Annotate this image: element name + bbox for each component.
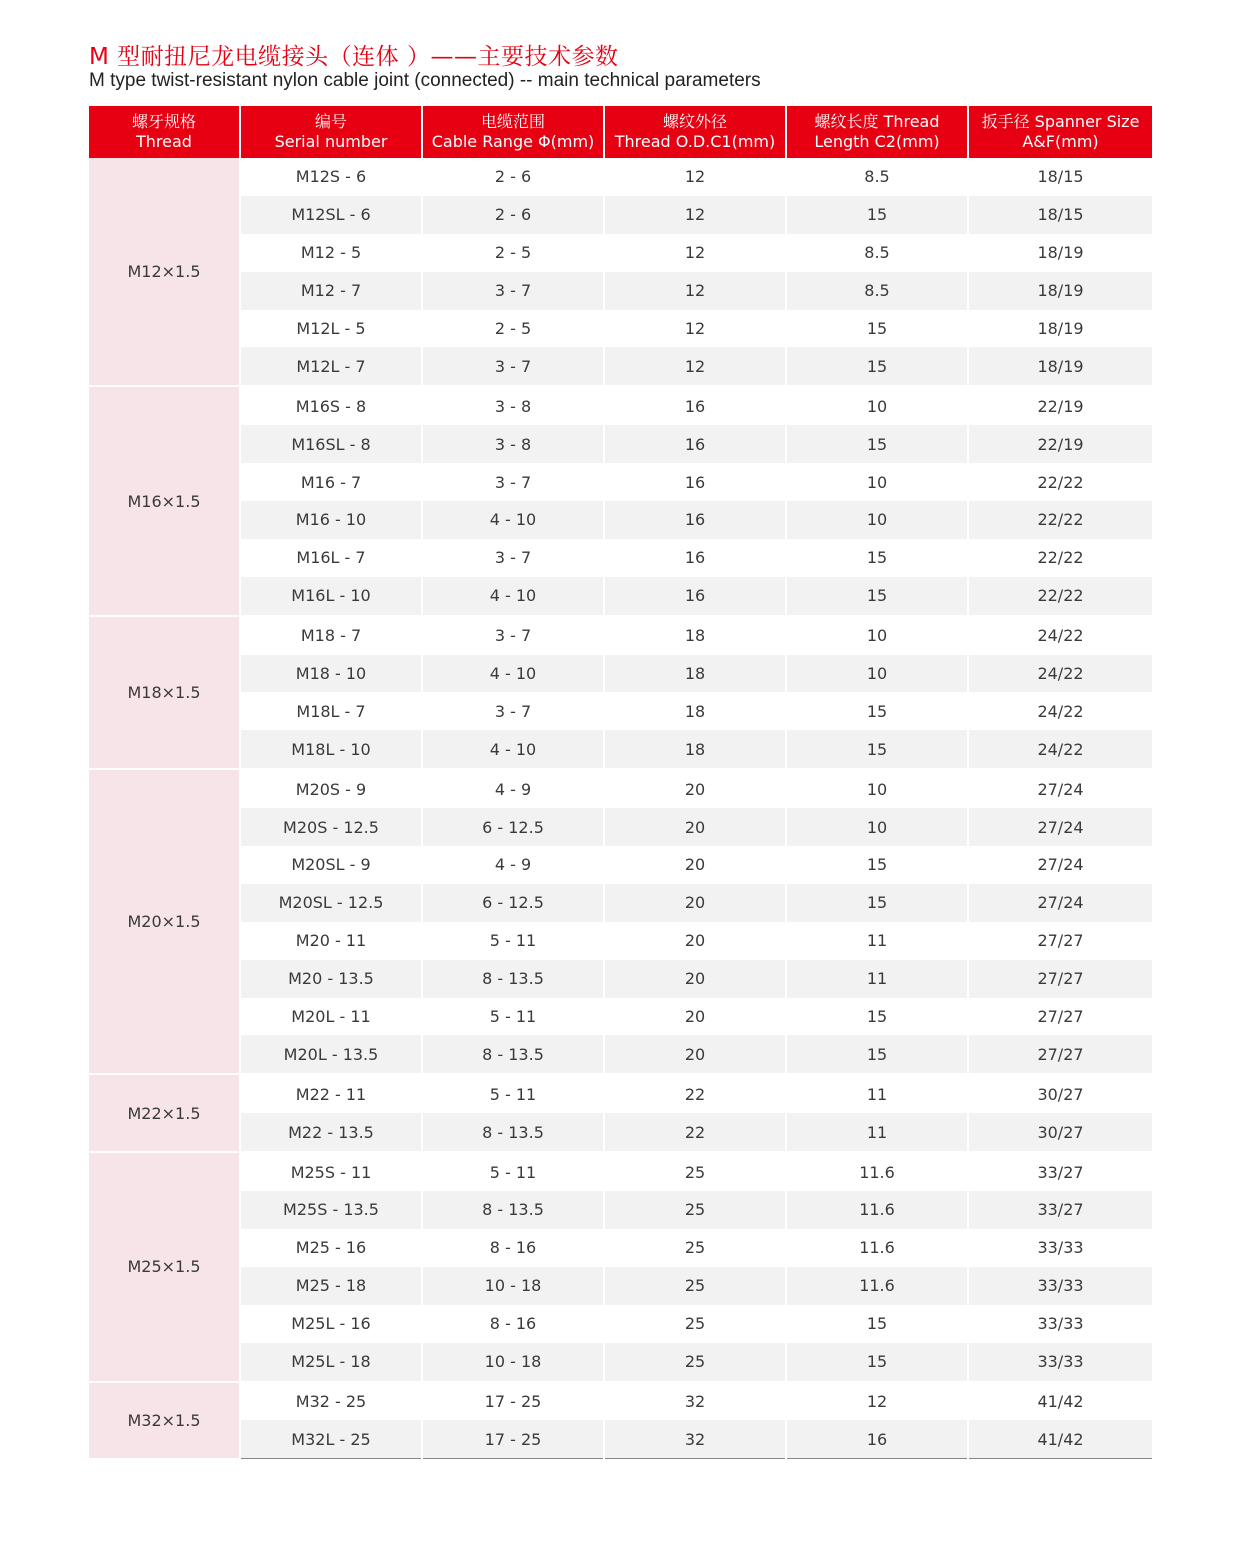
serial-number-cell: M16S - 8 — [240, 386, 422, 425]
spanner-size-cell: 27/24 — [968, 884, 1152, 922]
table-row — [89, 655, 1152, 693]
header-label-en: Thread — [136, 132, 192, 151]
spanner-size-cell: 24/22 — [968, 692, 1152, 730]
serial-number-cell: M25 - 16 — [240, 1229, 422, 1267]
cable-range-cell: 3 - 8 — [422, 386, 604, 425]
cable-range-cell: 4 - 10 — [422, 501, 604, 539]
thread-od-cell: 16 — [604, 577, 786, 616]
cable-range-cell: 8 - 13.5 — [422, 1113, 604, 1152]
cable-range-cell: 8 - 16 — [422, 1229, 604, 1267]
cable-range-cell: 4 - 10 — [422, 655, 604, 693]
thread-od-cell: 20 — [604, 998, 786, 1036]
table-row — [89, 1074, 1152, 1113]
thread-length-cell: 10 — [786, 769, 968, 808]
table-row — [89, 539, 1152, 577]
thread-od-cell: 18 — [604, 655, 786, 693]
thread-length-cell: 15 — [786, 998, 968, 1036]
table-row — [89, 1229, 1152, 1267]
serial-number-cell: M18L - 7 — [240, 692, 422, 730]
thread-length-cell: 10 — [786, 808, 968, 846]
table-row — [89, 1035, 1152, 1074]
serial-number-cell: M32 - 25 — [240, 1382, 422, 1421]
thread-od-cell: 25 — [604, 1191, 786, 1229]
serial-number-cell: M20SL - 12.5 — [240, 884, 422, 922]
spanner-size-cell: 22/22 — [968, 463, 1152, 501]
spanner-size-cell: 30/27 — [968, 1113, 1152, 1152]
serial-number-cell: M12L - 7 — [240, 347, 422, 386]
header-label-cn: 螺纹长度 Thread — [814, 112, 940, 131]
serial-number-cell: M25S - 13.5 — [240, 1191, 422, 1229]
table-row — [89, 846, 1152, 884]
table-row — [89, 272, 1152, 310]
thread-od-cell: 12 — [604, 272, 786, 310]
serial-number-cell: M25L - 18 — [240, 1343, 422, 1382]
table-row — [89, 1420, 1152, 1458]
header-thread — [89, 106, 240, 158]
thread-od-cell: 20 — [604, 1035, 786, 1074]
spec-table — [89, 106, 1152, 1460]
spanner-size-cell: 27/24 — [968, 846, 1152, 884]
page-title-cn: M 型耐扭尼龙电缆接头（连体 ）——主要技术参数 — [89, 44, 619, 70]
thread-length-cell: 15 — [786, 347, 968, 386]
thread-od-cell: 25 — [604, 1305, 786, 1343]
spanner-size-cell: 41/42 — [968, 1420, 1152, 1458]
thread-length-cell: 11 — [786, 1113, 968, 1152]
spanner-size-cell: 33/33 — [968, 1267, 1152, 1305]
header-spanner-size — [968, 106, 1152, 158]
serial-number-cell: M20SL - 9 — [240, 846, 422, 884]
thread-length-cell: 10 — [786, 386, 968, 425]
table-row — [89, 463, 1152, 501]
table-row — [89, 1343, 1152, 1382]
thread-length-cell: 11.6 — [786, 1229, 968, 1267]
table-body — [89, 158, 1152, 1459]
cable-range-cell: 4 - 10 — [422, 730, 604, 769]
table-row — [89, 922, 1152, 960]
thread-length-cell: 15 — [786, 846, 968, 884]
serial-number-cell: M18L - 10 — [240, 730, 422, 769]
thread-length-cell: 15 — [786, 1343, 968, 1382]
header-label-cn: 电缆范围 — [480, 112, 545, 131]
cable-range-cell: 10 - 18 — [422, 1343, 604, 1382]
thread-length-cell: 15 — [786, 577, 968, 616]
cable-range-cell: 3 - 7 — [422, 692, 604, 730]
thread-od-cell: 20 — [604, 884, 786, 922]
cable-range-cell: 8 - 13.5 — [422, 1191, 604, 1229]
thread-length-cell: 11 — [786, 922, 968, 960]
thread-od-cell: 18 — [604, 730, 786, 769]
thread-length-cell: 11.6 — [786, 1152, 968, 1191]
thread-od-cell: 18 — [604, 616, 786, 655]
table-row — [89, 692, 1152, 730]
spanner-size-cell: 22/19 — [968, 425, 1152, 463]
thread-length-cell: 16 — [786, 1420, 968, 1458]
cable-range-cell: 4 - 9 — [422, 846, 604, 884]
thread-spec-cell: M20×1.5 — [89, 769, 240, 1074]
header-label-en: Thread O.D.C1(mm) — [614, 132, 776, 151]
spanner-size-cell: 24/22 — [968, 730, 1152, 769]
table-row — [89, 730, 1152, 769]
header-label-cn: 编号 — [314, 112, 347, 131]
header-label-cn: 螺牙规格 — [131, 112, 196, 131]
spanner-size-cell: 27/24 — [968, 769, 1152, 808]
spanner-size-cell: 24/22 — [968, 655, 1152, 693]
thread-od-cell: 20 — [604, 922, 786, 960]
spanner-size-cell: 18/19 — [968, 272, 1152, 310]
thread-od-cell: 12 — [604, 347, 786, 386]
table-row — [89, 577, 1152, 616]
table-row — [89, 425, 1152, 463]
table-row — [89, 616, 1152, 655]
cable-range-cell: 17 - 25 — [422, 1420, 604, 1458]
spanner-size-cell: 27/24 — [968, 808, 1152, 846]
cable-range-cell: 3 - 7 — [422, 463, 604, 501]
serial-number-cell: M20S - 12.5 — [240, 808, 422, 846]
table-row — [89, 808, 1152, 846]
thread-length-cell: 10 — [786, 501, 968, 539]
thread-length-cell: 15 — [786, 310, 968, 348]
thread-od-cell: 12 — [604, 196, 786, 234]
table-row — [89, 386, 1152, 425]
serial-number-cell: M20L - 13.5 — [240, 1035, 422, 1074]
thread-length-cell: 11.6 — [786, 1267, 968, 1305]
thread-spec-cell: M16×1.5 — [89, 386, 240, 615]
thread-length-cell: 15 — [786, 884, 968, 922]
serial-number-cell: M12 - 5 — [240, 234, 422, 272]
table-row — [89, 884, 1152, 922]
header-label-en: A&F(mm) — [1022, 132, 1099, 151]
thread-spec-cell: M22×1.5 — [89, 1074, 240, 1152]
spanner-size-cell: 41/42 — [968, 1382, 1152, 1421]
serial-number-cell: M12SL - 6 — [240, 196, 422, 234]
cable-range-cell: 3 - 7 — [422, 539, 604, 577]
serial-number-cell: M25L - 16 — [240, 1305, 422, 1343]
cable-range-cell: 6 - 12.5 — [422, 808, 604, 846]
spanner-size-cell: 27/27 — [968, 998, 1152, 1036]
spanner-size-cell: 24/22 — [968, 616, 1152, 655]
serial-number-cell: M22 - 13.5 — [240, 1113, 422, 1152]
thread-length-cell: 8.5 — [786, 234, 968, 272]
header-thread-od — [604, 106, 786, 158]
thread-od-cell: 16 — [604, 386, 786, 425]
thread-od-cell: 32 — [604, 1420, 786, 1458]
thread-length-cell: 12 — [786, 1382, 968, 1421]
thread-spec-cell: M25×1.5 — [89, 1152, 240, 1381]
thread-od-cell: 20 — [604, 808, 786, 846]
spanner-size-cell: 22/22 — [968, 539, 1152, 577]
thread-length-cell: 10 — [786, 463, 968, 501]
header-label-en: Length C2(mm) — [814, 132, 940, 151]
header-serial-number — [240, 106, 422, 158]
thread-od-cell: 12 — [604, 310, 786, 348]
serial-number-cell: M16SL - 8 — [240, 425, 422, 463]
thread-od-cell: 16 — [604, 539, 786, 577]
table-row — [89, 310, 1152, 348]
serial-number-cell: M20 - 11 — [240, 922, 422, 960]
spanner-size-cell: 18/19 — [968, 234, 1152, 272]
spanner-size-cell: 33/33 — [968, 1305, 1152, 1343]
spanner-size-cell: 18/15 — [968, 158, 1152, 196]
serial-number-cell: M18 - 10 — [240, 655, 422, 693]
thread-spec-cell: M18×1.5 — [89, 616, 240, 770]
serial-number-cell: M16L - 7 — [240, 539, 422, 577]
table-row — [89, 347, 1152, 386]
table-row — [89, 1152, 1152, 1191]
header-thread-length — [786, 106, 968, 158]
thread-od-cell: 20 — [604, 769, 786, 808]
serial-number-cell: M20L - 11 — [240, 998, 422, 1036]
header-label-cn: 螺纹外径 — [662, 112, 727, 131]
cable-range-cell: 5 - 11 — [422, 1074, 604, 1113]
serial-number-cell: M25 - 18 — [240, 1267, 422, 1305]
spanner-size-cell: 33/33 — [968, 1229, 1152, 1267]
thread-od-cell: 18 — [604, 692, 786, 730]
thread-od-cell: 25 — [604, 1267, 786, 1305]
header-cable-range — [422, 106, 604, 158]
thread-length-cell: 11 — [786, 1074, 968, 1113]
cable-range-cell: 5 - 11 — [422, 922, 604, 960]
serial-number-cell: M18 - 7 — [240, 616, 422, 655]
table-row — [89, 501, 1152, 539]
cable-range-cell: 8 - 13.5 — [422, 960, 604, 998]
thread-length-cell: 15 — [786, 539, 968, 577]
thread-od-cell: 25 — [604, 1152, 786, 1191]
cable-range-cell: 2 - 6 — [422, 158, 604, 196]
cable-range-cell: 5 - 11 — [422, 998, 604, 1036]
cable-range-cell: 2 - 5 — [422, 310, 604, 348]
header-row — [89, 106, 1152, 158]
spanner-size-cell: 22/19 — [968, 386, 1152, 425]
table-row — [89, 998, 1152, 1036]
cable-range-cell: 2 - 6 — [422, 196, 604, 234]
header-label-en: Serial number — [274, 132, 388, 151]
table-row — [89, 1113, 1152, 1152]
header-label-cn: 扳手径 Spanner Size — [981, 112, 1140, 131]
thread-length-cell: 15 — [786, 1035, 968, 1074]
thread-length-cell: 15 — [786, 1305, 968, 1343]
serial-number-cell: M12L - 5 — [240, 310, 422, 348]
thread-od-cell: 16 — [604, 425, 786, 463]
cable-range-cell: 3 - 7 — [422, 272, 604, 310]
spanner-size-cell: 27/27 — [968, 1035, 1152, 1074]
spanner-size-cell: 22/22 — [968, 501, 1152, 539]
spanner-size-cell: 18/19 — [968, 310, 1152, 348]
cable-range-cell: 4 - 10 — [422, 577, 604, 616]
thread-spec-cell: M12×1.5 — [89, 158, 240, 386]
spanner-size-cell: 27/27 — [968, 960, 1152, 998]
serial-number-cell: M16 - 7 — [240, 463, 422, 501]
table-row — [89, 234, 1152, 272]
spanner-size-cell: 30/27 — [968, 1074, 1152, 1113]
cable-range-cell: 10 - 18 — [422, 1267, 604, 1305]
page-title-en: M type twist-resistant nylon cable joint (connected) -- main technical parameters — [89, 70, 761, 91]
thread-od-cell: 16 — [604, 463, 786, 501]
thread-spec-cell: M32×1.5 — [89, 1382, 240, 1459]
cable-range-cell: 8 - 16 — [422, 1305, 604, 1343]
thread-length-cell: 8.5 — [786, 158, 968, 196]
thread-length-cell: 15 — [786, 692, 968, 730]
serial-number-cell: M12 - 7 — [240, 272, 422, 310]
spanner-size-cell: 33/27 — [968, 1191, 1152, 1229]
table-row — [89, 769, 1152, 808]
thread-od-cell: 20 — [604, 960, 786, 998]
table-row — [89, 158, 1152, 196]
table-row — [89, 960, 1152, 998]
cable-range-cell: 6 - 12.5 — [422, 884, 604, 922]
serial-number-cell: M12S - 6 — [240, 158, 422, 196]
thread-length-cell: 11.6 — [786, 1191, 968, 1229]
table-row — [89, 1305, 1152, 1343]
thread-length-cell: 15 — [786, 730, 968, 769]
thread-length-cell: 10 — [786, 616, 968, 655]
spanner-size-cell: 27/27 — [968, 922, 1152, 960]
table-header — [89, 106, 1152, 158]
thread-length-cell: 10 — [786, 655, 968, 693]
cable-range-cell: 4 - 9 — [422, 769, 604, 808]
thread-od-cell: 22 — [604, 1113, 786, 1152]
serial-number-cell: M20S - 9 — [240, 769, 422, 808]
spanner-size-cell: 18/19 — [968, 347, 1152, 386]
serial-number-cell: M16L - 10 — [240, 577, 422, 616]
serial-number-cell: M20 - 13.5 — [240, 960, 422, 998]
thread-od-cell: 22 — [604, 1074, 786, 1113]
thread-length-cell: 11 — [786, 960, 968, 998]
cable-range-cell: 17 - 25 — [422, 1382, 604, 1421]
table-row — [89, 1267, 1152, 1305]
serial-number-cell: M16 - 10 — [240, 501, 422, 539]
thread-od-cell: 32 — [604, 1382, 786, 1421]
thread-od-cell: 12 — [604, 158, 786, 196]
cable-range-cell: 2 - 5 — [422, 234, 604, 272]
serial-number-cell: M25S - 11 — [240, 1152, 422, 1191]
thread-od-cell: 16 — [604, 501, 786, 539]
thread-od-cell: 20 — [604, 846, 786, 884]
spanner-size-cell: 22/22 — [968, 577, 1152, 616]
cable-range-cell: 5 - 11 — [422, 1152, 604, 1191]
serial-number-cell: M32L - 25 — [240, 1420, 422, 1458]
thread-od-cell: 25 — [604, 1343, 786, 1382]
cable-range-cell: 3 - 7 — [422, 347, 604, 386]
header-label-en: Cable Range Φ(mm) — [431, 132, 595, 151]
serial-number-cell: M22 - 11 — [240, 1074, 422, 1113]
spanner-size-cell: 33/33 — [968, 1343, 1152, 1382]
thread-length-cell: 15 — [786, 425, 968, 463]
thread-length-cell: 15 — [786, 196, 968, 234]
spanner-size-cell: 33/27 — [968, 1152, 1152, 1191]
table-row — [89, 1191, 1152, 1229]
cable-range-cell: 3 - 8 — [422, 425, 604, 463]
thread-length-cell: 8.5 — [786, 272, 968, 310]
cable-range-cell: 8 - 13.5 — [422, 1035, 604, 1074]
table-row — [89, 1382, 1152, 1421]
cable-range-cell: 3 - 7 — [422, 616, 604, 655]
table-row — [89, 196, 1152, 234]
thread-od-cell: 12 — [604, 234, 786, 272]
thread-od-cell: 25 — [604, 1229, 786, 1267]
spanner-size-cell: 18/15 — [968, 196, 1152, 234]
